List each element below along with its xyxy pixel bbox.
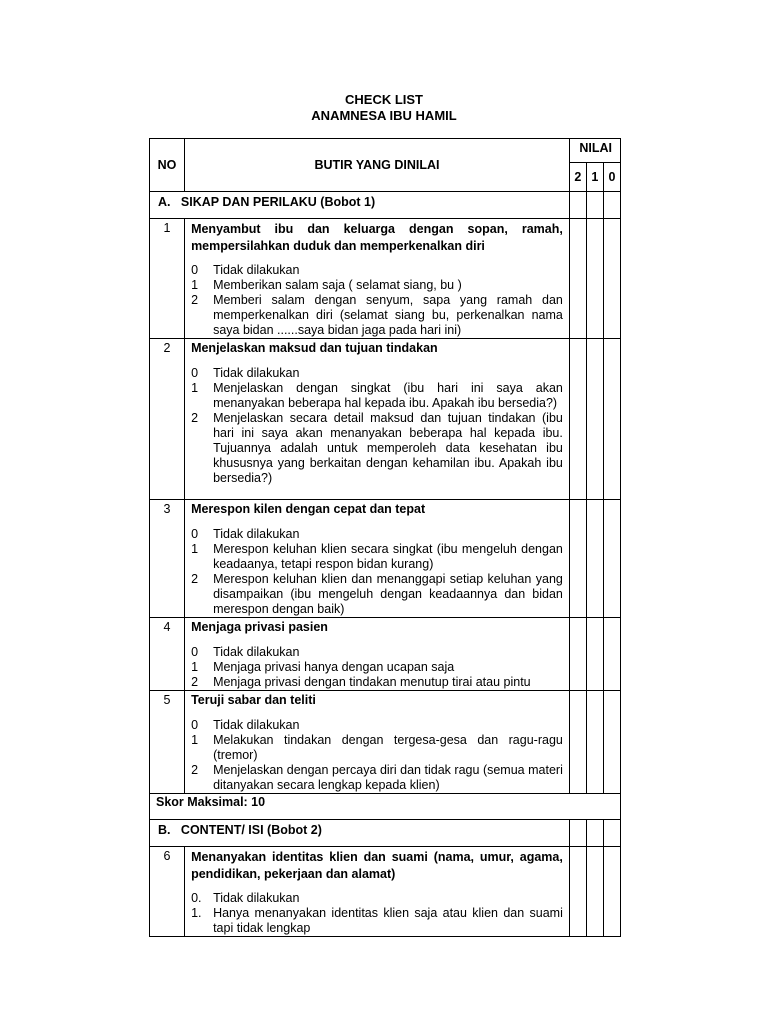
option-text: Merespon keluhan klien secara singkat (ibu mengeluh dengan keadaanya, tetapi respon bidan kurang)	[213, 542, 563, 571]
option	[191, 366, 563, 381]
score-cell	[603, 192, 620, 219]
score-cell	[603, 500, 620, 618]
option-number: 0	[191, 645, 199, 659]
table-row	[150, 219, 621, 339]
score-cell	[603, 219, 620, 339]
option-text: Menjaga privasi hanya dengan ucapan saja	[213, 660, 455, 674]
option-number: 1	[191, 278, 199, 292]
option-number: 1	[191, 381, 199, 395]
item-criterion: Menanyakan identitas klien dan suami (nama, umur, agama, pendidikan, pekerjaan dan alamat)	[191, 850, 563, 881]
option	[191, 763, 563, 793]
score-cell	[569, 339, 586, 500]
option-text: Memberikan salam saja ( selamat siang, bu )	[213, 278, 462, 292]
option-number: 1	[191, 660, 199, 674]
option-text: Tidak dilakukan	[213, 527, 300, 541]
score-cell	[603, 618, 620, 691]
option	[191, 542, 563, 572]
score-cell	[603, 847, 620, 937]
score-cell	[569, 820, 586, 847]
title-line-1: CHECK LIST	[345, 92, 423, 107]
option-number: 0	[191, 263, 199, 277]
option	[191, 660, 563, 675]
option	[191, 527, 563, 542]
option-number: 0	[191, 527, 199, 541]
option-text: Tidak dilakukan	[213, 891, 300, 905]
option-number: 1	[191, 542, 199, 556]
score-cell	[569, 847, 586, 937]
item-content	[185, 500, 570, 618]
item-criterion: Menjelaskan maksud dan tujuan tindakan	[191, 341, 438, 355]
option-number: 2	[191, 572, 199, 586]
section-b-row	[150, 820, 621, 847]
option-text: Hanya menanyakan identitas klien saja atau klien dan suami tapi tidak lengkap	[213, 906, 563, 935]
header-score-2: 2	[569, 163, 586, 192]
section-b-title: B. CONTENT/ ISI (Bobot 2)	[150, 820, 570, 847]
item-no: 2	[150, 339, 185, 500]
option-number: 0	[191, 718, 199, 732]
table-row	[150, 847, 621, 937]
header-butir: BUTIR YANG DINILAI	[185, 139, 570, 192]
header-score-1: 1	[586, 163, 603, 192]
option	[191, 278, 563, 293]
option	[191, 263, 563, 278]
option-text: Menjelaskan dengan singkat (ibu hari ini saya akan menanyakan beberapa hal kepada ibu. Apakah ibu bersedia?)	[213, 381, 563, 410]
item-criterion: Teruji sabar dan teliti	[191, 693, 316, 707]
option	[191, 891, 563, 906]
score-cell	[586, 847, 603, 937]
option-number: 2	[191, 675, 199, 689]
skor-maksimal: Skor Maksimal: 10	[150, 794, 621, 820]
checklist-table	[149, 138, 621, 937]
section-a-row	[150, 192, 621, 219]
score-cell	[586, 691, 603, 794]
header-nilai: NILAI	[569, 139, 620, 163]
option-text: Merespon keluhan klien dan menanggapi setiap keluhan yang disampaikan (ibu mengeluh dengan keadaannya dan bidan merespon dengan baik)	[213, 572, 563, 616]
score-cell	[586, 820, 603, 847]
skor-row	[150, 794, 621, 820]
score-cell	[569, 618, 586, 691]
option-number: 2	[191, 293, 199, 307]
score-cell	[569, 691, 586, 794]
item-content	[185, 339, 570, 500]
item-content	[185, 691, 570, 794]
item-content	[185, 847, 570, 937]
item-content	[185, 618, 570, 691]
item-no: 6	[150, 847, 185, 937]
option	[191, 733, 563, 763]
option	[191, 572, 563, 617]
score-cell	[586, 339, 603, 500]
option	[191, 718, 563, 733]
option-text: Tidak dilakukan	[213, 366, 300, 380]
option-number: 0	[191, 366, 199, 380]
option-number: 1.	[191, 906, 202, 920]
table-row	[150, 500, 621, 618]
option-text: Tidak dilakukan	[213, 263, 300, 277]
option-text: Menjaga privasi dengan tindakan menutup tirai atau pintu	[213, 675, 531, 689]
title-line-2: ANAMNESA IBU HAMIL	[311, 108, 457, 123]
option	[191, 906, 563, 936]
score-cell	[603, 691, 620, 794]
score-cell	[586, 618, 603, 691]
option	[191, 675, 563, 690]
option-text: Menjelaskan secara detail maksud dan tujuan tindakan (ibu hari ini saya akan menanyakan beberapa hal kepada ibu. Tujuannya adalah untuk memperoleh data kesehatan ibu khususnya yang berkaitan dengan kehamilan ibu. Apakah ibu bersedia?)	[213, 411, 563, 485]
score-cell	[586, 219, 603, 339]
item-no: 5	[150, 691, 185, 794]
option-text: Tidak dilakukan	[213, 645, 300, 659]
score-cell	[569, 500, 586, 618]
table-row	[150, 339, 621, 500]
option	[191, 381, 563, 411]
option	[191, 411, 563, 486]
item-criterion: Merespon kilen dengan cepat dan tepat	[191, 502, 426, 516]
score-cell	[569, 219, 586, 339]
table-row	[150, 618, 621, 691]
option	[191, 645, 563, 660]
header-no: NO	[150, 139, 185, 192]
table-row	[150, 691, 621, 794]
option	[191, 293, 563, 338]
option-text: Memberi salam dengan senyum, sapa yang ramah dan memperkenalkan diri (selamat siang bu, perkenalkan nama saya bidan ......saya bidan jaga pada hari ini)	[213, 293, 563, 337]
item-no: 4	[150, 618, 185, 691]
option-number: 1	[191, 733, 199, 747]
item-no: 3	[150, 500, 185, 618]
item-criterion: Menjaga privasi pasien	[191, 620, 328, 634]
score-cell	[603, 820, 620, 847]
option-number: 0.	[191, 891, 202, 905]
option-text: Melakukan tindakan dengan tergesa-gesa dan ragu-ragu (tremor)	[213, 733, 563, 762]
score-cell	[586, 192, 603, 219]
option-text: Tidak dilakukan	[213, 718, 300, 732]
score-cell	[569, 192, 586, 219]
option-number: 2	[191, 763, 199, 777]
option-number: 2	[191, 411, 199, 425]
item-no: 1	[150, 219, 185, 339]
item-content	[185, 219, 570, 339]
option-text: Menjelaskan dengan percaya diri dan tidak ragu (semua materi ditanyakan secara lengkap kepada klien)	[213, 763, 563, 792]
section-a-title: A. SIKAP DAN PERILAKU (Bobot 1)	[150, 192, 570, 219]
header-score-0: 0	[603, 163, 620, 192]
score-cell	[603, 339, 620, 500]
score-cell	[586, 500, 603, 618]
item-criterion: Menyambut ibu dan keluarga dengan sopan, ramah, mempersilahkan duduk dan memperkenalkan diri	[191, 222, 563, 253]
